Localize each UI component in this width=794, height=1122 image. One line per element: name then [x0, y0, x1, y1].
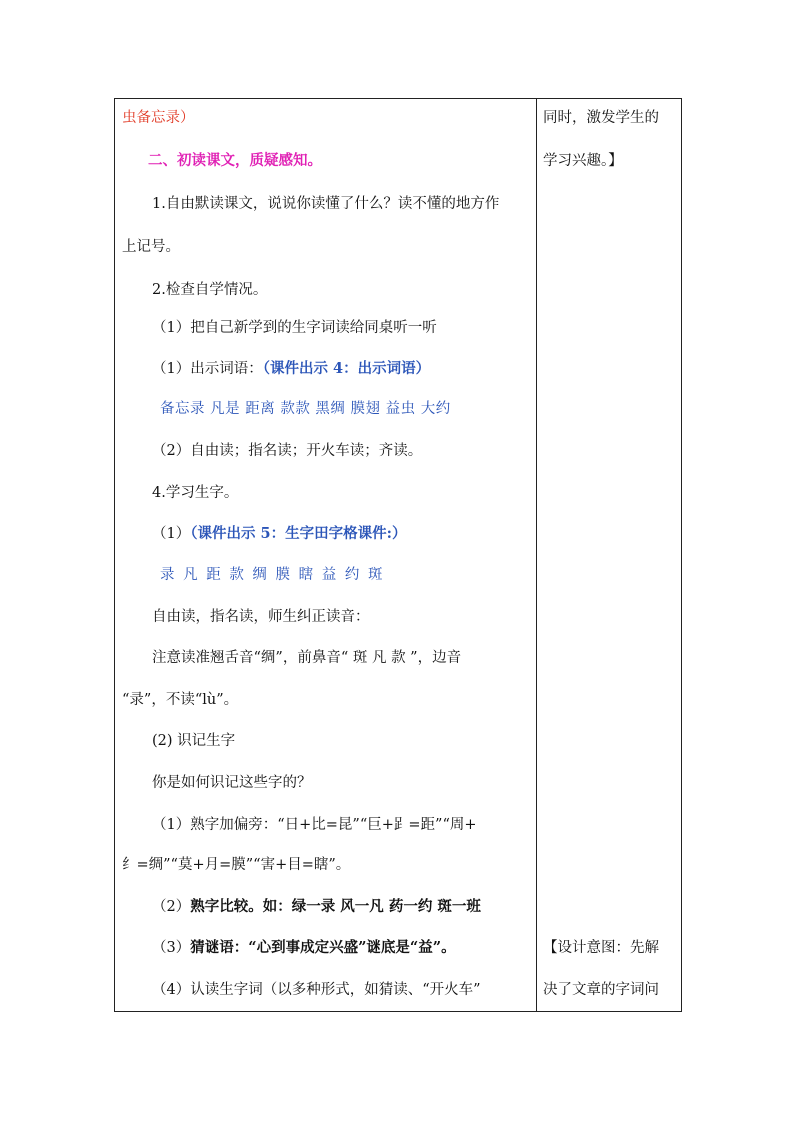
text-line: (2) 识记生字: [152, 733, 236, 749]
text-line: [152, 524, 406, 544]
text-span: （1）: [152, 526, 191, 542]
text-line: （1）熟字加偏旁：“日+比=昆”“巨+𧾷=距”“周+: [152, 817, 477, 833]
text-line: 2.检查自学情况。: [152, 282, 268, 298]
side-note: 同时，激发学生的: [543, 110, 659, 126]
character-list: 录 凡 距 款 绸 膜 瞎 益 约 斑: [160, 567, 385, 583]
text-line: 你是如何识记这些字的？: [152, 775, 312, 791]
text-span: （1）出示词语：: [152, 361, 263, 377]
text-line: [152, 938, 456, 958]
text-line: （2）自由读；指名读；开火车读；齐读。: [152, 443, 423, 459]
column-divider: [536, 98, 537, 1012]
text-line: （1）把自己新学到的生字词读给同桌听一听: [152, 320, 437, 336]
side-note: 学习兴趣。】: [543, 153, 623, 169]
text-line: “录”，不读“lù”。: [122, 692, 239, 708]
text-line: 自由读，指名读，师生纠正读音：: [152, 609, 370, 625]
text-line: 虫备忘录）: [122, 110, 195, 126]
text-line: [152, 359, 430, 379]
text-line: （4）认读生字词（以多种形式，如猜读、“开火车”: [152, 982, 481, 998]
text-line: 纟=绸”“莫+月=膜”“害+目=瞎”。: [122, 857, 351, 873]
text-line: 4.学习生字。: [152, 485, 239, 501]
side-note: 决了文章的字词问: [543, 982, 659, 998]
side-note: 【设计意图：先解: [543, 940, 659, 956]
section-heading: 二、初读课文，质疑感知。: [148, 152, 322, 169]
text-line: 1.自由默读课文，说说你读懂了什么？读不懂的地方作: [152, 196, 500, 212]
courseware-note: （课件出示 4：出示词语）: [262, 360, 431, 377]
courseware-note: （课件出示 5：生字田字格课件:）: [190, 525, 407, 542]
text-line: 注意读准翘舌音“绸”，前鼻音“ 斑 凡 款 ”，边音: [152, 650, 462, 666]
text-span: 猜谜语：“心到事成定兴盛”谜底是“益”。: [190, 939, 456, 956]
text-line: 上记号。: [122, 239, 180, 255]
text-span: （3）: [152, 940, 191, 956]
text-span: （2）: [152, 899, 191, 915]
vocab-list: 备忘录 凡是 距离 款款 黑绸 膜翅 益虫 大约: [160, 401, 451, 417]
text-span: 熟字比较。如：绿一录 风一凡 药一约 斑一班: [190, 898, 481, 915]
text-line: [152, 897, 481, 917]
